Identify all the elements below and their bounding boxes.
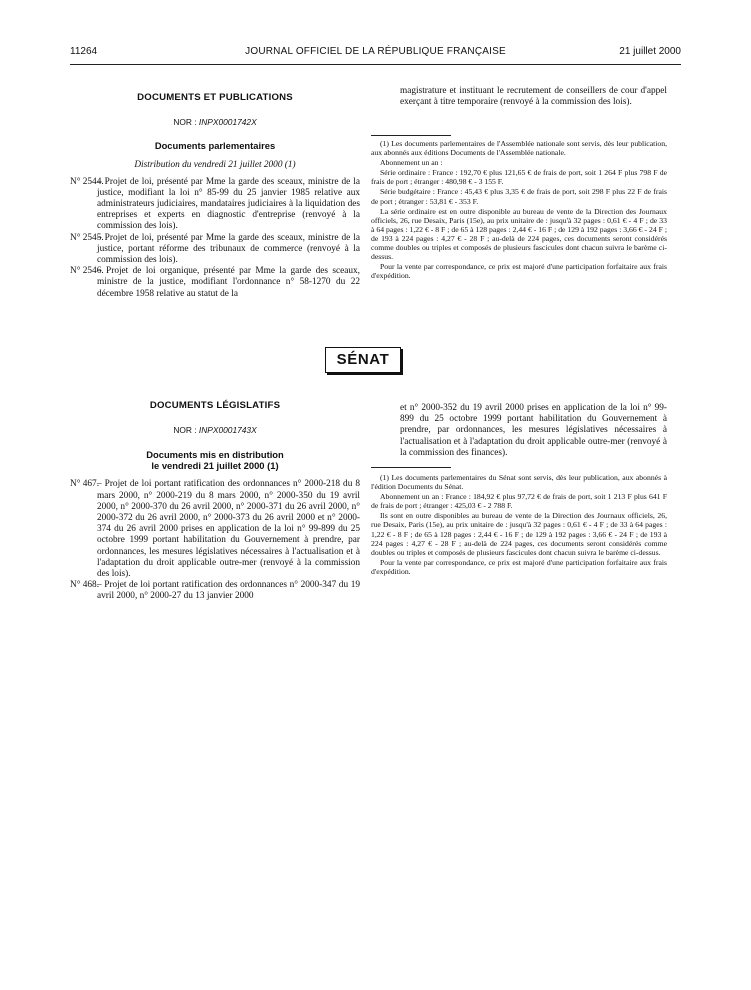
nor-code: INPX0001743X [198,425,257,436]
document-entry [70,177,360,233]
section-title: DOCUMENTS ET PUBLICATIONS [137,92,293,103]
entry-text: – Projet de loi portant ratification des ordonnances n° 2000-218 du 8 mars 2000, n° 2000-219 du 8 mars 2000, n° 2000-350 du 19 avril 2000, n° 2000-370 du 26 avril 2000, n° 2000-371 du 26 avril 2000, n° 2000-372 du 26 avril 2000, n° 2000-373 du 26 avril 2000 et n° 2000-374 du 26 avril 2000 prises en application de la loi n° 99-899 du 25 octobre 1999 portant habilitation du Gouvernement à prendre, par ordonnances, les mesures législatives nécessaires à l'actualisation et à l'adaptation du droit applicable outre-mer (renvoyé à la commission des lois). [97,479,360,580]
nor-reference [70,425,360,436]
entry-number: N° 468. [70,580,100,591]
footnote-rule [371,467,451,468]
section-title: DOCUMENTS LÉGISLATIFS [149,400,281,411]
subsection-title-line-1: Documents mis en distribution [146,449,284,461]
distribution-date: Distribution du vendredi 21 juillet 2000 (1) [134,160,296,171]
senat-left-column [70,400,360,603]
assemblee-right-column [400,86,667,108]
page-number: 11264 [70,46,98,57]
journal-title: JOURNAL OFFICIEL DE LA RÉPUBLIQUE FRANÇAISE [245,46,506,57]
senat-right-column [400,403,667,459]
entry-number: N° 2544. [70,176,104,187]
entry-continuation: et n° 2000-352 du 19 avril 2000 prises en application de la loi n° 99-899 du 25 octobre 1999 portant habilitation du Gouvernement à prendre, par ordonnances, les mesures législatives nécessaires à l'actualisation et à l'adaptation du droit applicable outre-mer (renvoyé à la commission des finances). [400,403,667,458]
assemblee-footnote [371,139,667,281]
document-entry [70,266,360,300]
footnote-paragraph: Pour la vente par correspondance, ce prix est majoré d'une participation forfaitaire aux frais d'expédition. [371,557,667,576]
entry-text: – Projet de loi organique, présenté par Mme la garde des sceaux, ministre de la justice, modifiant l'ordonnance n° 58-1270 du 22 décembre 1958 relative au statut de la [97,266,360,299]
entry-number: N° 2545. [70,232,104,243]
assemblee-left-column [70,92,360,300]
entry-number: N° 2546. [70,266,104,277]
footnote-rule [371,135,451,136]
document-entry [70,580,360,602]
document-entry [70,233,360,267]
footnote-paragraph: Abonnement un an : France : 184,92 € plus 97,72 € de frais de port, soit 1 213 F plus 641 F de frais de port ; étranger : 425,03 € - 2 788 F. [371,492,667,511]
subsection-title-line-2: le vendredi 21 juillet 2000 (1) [151,460,279,472]
entry-number: N° 467. [70,479,100,490]
footnote-paragraph: Abonnement un an : [380,158,443,168]
entry-text: – Projet de loi portant ratification des ordonnances n° 2000-347 du 19 avril 2000, n° 2000-27 du 13 janvier 2000 [97,580,360,602]
footnote-paragraph: Pour la vente par correspondance, ce prix est majoré d'une participation forfaitaire aux frais d'expédition. [371,262,667,281]
footnote-paragraph: Série budgétaire : France : 45,43 € plus 3,35 € de frais de port, soit 298 F plus 22 F de frais de port ; étranger : 53,81 € - 353 F. [371,187,667,206]
footnote-paragraph: La série ordinaire est en outre disponible au bureau de vente de la Direction des Journaux officiels, 26, rue Desaix, Paris (15e), au prix unitaire de : jusqu'à 32 pages : 0,61 € - 4 F ; de 33 à 64 pages : 1,22 € - 8 F ; de 65 à 128 pages : 2,44 € - 16 F ; de 129 à 192 pages : 3,66 € - 24 F ; de 193 à 224 pages : 4,27 € - 28 F ; au-delà de 224 pages, ces documents seront considérés comme doubles ou triples et composés de plusieurs fascicules dont chacun suivra le barème ci-dessus. [371,206,667,262]
footnote-paragraph: Série ordinaire : France : 192,70 € plus 121,65 € de frais de port, soit 1 264 F plus 798 F de frais de port ; étranger : 480,98 € - 3 155 F. [371,168,667,187]
footnote-paragraph: (1) Les documents parlementaires de l'Assemblée nationale sont servis, dès leur publication, aux abonnés aux éditions Documents de l'Assemblée nationale. [371,139,667,158]
footnote-paragraph: Ils sont en outre disponibles au bureau de vente de la Direction des Journaux officiels, 26, rue Desaix, Paris (15e), au prix unitaire de : jusqu'à 32 pages : 0,61 € - 4 F ; de 33 à 64 pages : 1,22 € - 8 F ; de 65 à 128 pages : 2,44 € - 16 F ; de 129 à 192 pages : 3,66 € - 24 F ; de 193 à 224 pages : 4,27 € - 28 F ; au-delà de 224 pages, ces documents seront considérés comme doubles ou triples et composés de plusieurs fascicules dont chacun suivra le barème ci-dessus. [371,511,667,557]
footnote-paragraph: (1) Les documents parlementaires du Sénat sont servis, dès leur publication, aux abonnés à l'édition Documents du Sénat. [371,473,667,492]
nor-code: INPX0001742X [198,117,257,128]
nor-reference [70,117,360,128]
entry-continuation: magistrature et instituant le recrutement de conseillers de cour d'appel exerçant à titre temporaire (renvoyé à la commission des lois). [400,86,667,108]
nor-label: NOR : [173,425,197,436]
header-rule [70,64,681,65]
nor-label: NOR : [173,117,197,128]
senat-footnote [371,473,667,577]
subsection-title: Documents parlementaires [154,140,276,152]
entry-text: – Projet de loi, présenté par Mme la garde des sceaux, ministre de la justice, portant réforme des tribunaux de commerce (renvoyé à la commission des lois). [97,232,360,266]
entry-text: – Projet de loi, présenté par Mme la garde des sceaux, ministre de la justice, modifiant la loi n° 85-99 du 25 janvier 1985 relative aux administrateurs judiciaires, mandataires judiciaires à la liquidation des entreprises et experts en diagnostic d'entreprise (renvoyé à la commission des lois). [97,176,360,232]
page-header [70,46,681,60]
senat-heading: SÉNAT [325,347,401,373]
document-entry [70,479,360,580]
issue-date: 21 juillet 2000 [619,46,681,57]
